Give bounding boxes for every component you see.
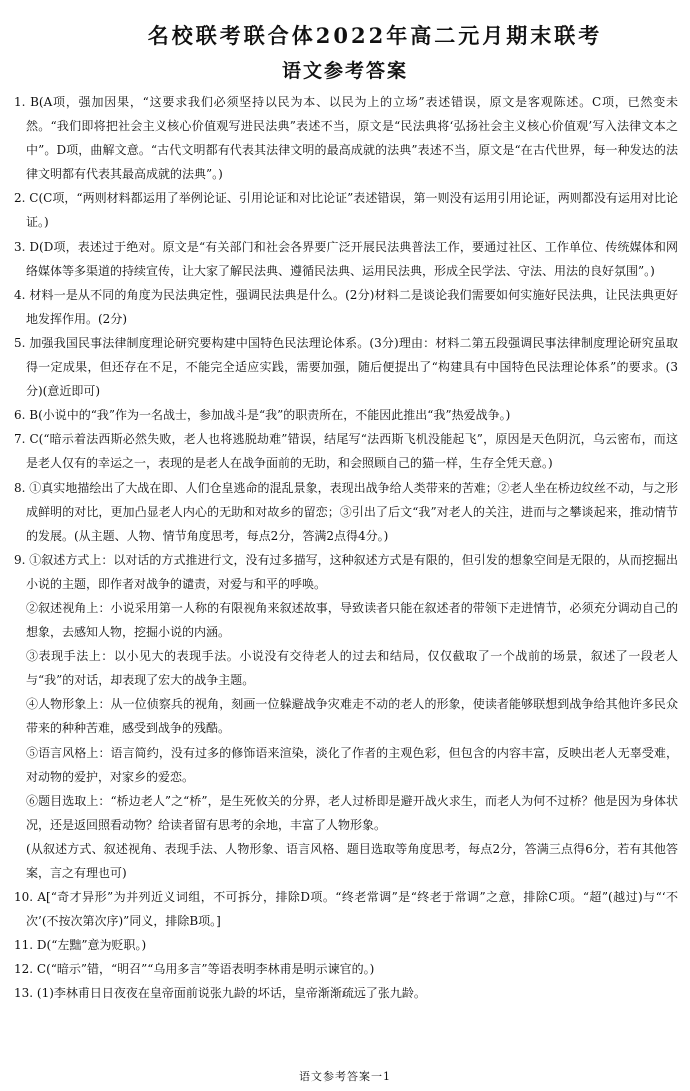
answer-9-point-1: 9. ①叙述方式上：以对话的方式推进行文，没有过多描写，这种叙述方式是有限的，但引发的想象空间是无限的，从而挖掘出小说的主题，即作者对战争的谴责，对爱与和平的呼唤。	[14, 552, 678, 591]
answer-6: 6. B(小说中的“我”作为一名战士，参加战斗是“我”的职责所在，不能因此推出“我”热爱战争。)	[14, 408, 511, 423]
answer-4: 4. 材料一是从不同的角度为民法典定性，强调民法典是什么。(2分)材料二是谈论我们需要如何实施好民法典，让民法典更好地发挥作用。(2分)	[14, 287, 678, 326]
page-title: 名校联考联合体2022年高二元月期末联考	[147, 23, 603, 48]
answer-9-point-3: ③表现手法上：以小见大的表现手法。小说没有交待老人的过去和结局，仅仅截取了一个战前的场景，叙述了一段老人与“我”的对话，却表现了宏大的战争主题。	[26, 649, 678, 688]
answers-body	[14, 90, 678, 1006]
answer-2: 2. C(C项，“两则材料都运用了举例论证、引用论证和对比论证”表述错误，第一则没有运用引用论证，两则都没有运用对比论证。)	[14, 191, 678, 230]
answer-3: 3. D(D项，表述过于绝对。原文是“有关部门和社会各界要广泛开展民法典普法工作，要通过社区、工作单位、传统媒体和网络媒体等多渠道的持续宣传，让大家了解民法典、遵循民法典、运用民法典，形成全民学法、守法、用法的良好氛围”。)	[14, 239, 678, 278]
answer-7: 7. C(“暗示着法西斯必然失败，老人也将逃脱劫难”错误，结尾写“法西斯飞机没能起飞”，原因是天色阴沉，乌云密布，而这是老人仅有的幸运之一，表现的是老人在战争面前的无助，和会照顾自己的猫一样，生存全凭天意。)	[14, 432, 678, 471]
answer-10: 10. A[“奇才异形”为并列近义词组，不可拆分，排除D项。“终老常调”是“终老于常调”之意，排除C项。“超”(越过)与“‘不次’(不按次第次序)”同义，排除B项。]	[14, 890, 678, 929]
answer-11: 11. D(“左黜”意为贬职。)	[14, 938, 147, 953]
answer-8: 8. ①真实地描绘出了大战在即、人们仓皇逃命的混乱景象，表现出战争给人类带来的苦难；②老人坐在桥边纹丝不动，与之形成鲜明的对比，更加凸显老人内心的无助和对故乡的留恋；③引出了后文“我”对老人的关注，进而与之攀谈起来，推动情节的发展。(从主题、人物、情节角度思考，每点2分，答满2点得4分。)	[14, 480, 678, 543]
answer-9-point-4: ④人物形象上：从一位侦察兵的视角，刻画一位躲避战争灾难走不动的老人的形象，使读者能够联想到战争给其他许多民众带来的种种苦难，感受到战争的残酷。	[26, 697, 678, 736]
answer-13: 13. (1)李林甫日日夜夜在皇帝面前说张九龄的坏话，皇帝渐渐疏远了张九龄。	[14, 986, 426, 1001]
answer-5: 5. 加强我国民事法律制度理论研究要构建中国特色民法理论体系。(3分)理由：材料二第五段强调民事法律制度理论研究虽取得一定成果，但还存在不足，不能完全适应实践，需要加强，随后便提出了“构建具有中国特色民法理论体系”的要求。(3分)(意近即可)	[14, 335, 678, 399]
answer-1: 1. B(A项，强加因果，“这要求我们必须坚持以民为本、以民为上的立场”表述错误，原文是客观陈述。C项，已然变未然。“我们即将把社会主义核心价值观写进民法典”表述不当，原文是“民法典将‘弘扬社会主义核心价值观’写入法律文本之中”。D项，曲解文意。“古代文明都有代表其法律文明的最高成就的法典”表述不当，原文是“在古代世界，每一种发达的法律文明都有代表其最高成就的法典”。)	[14, 95, 678, 182]
answer-9-scoring-note: (从叙述方式、叙述视角、表现手法、人物形象、语言风格、题目选取等角度思考，每点2分，答满三点得6分，若有其他答案，言之有理也可)	[26, 841, 678, 880]
answer-12: 12. C(“暗示”错，“明召”“乌用多言”等语表明李林甫是明示谏官的。)	[14, 962, 375, 977]
page-subtitle: 语文参考答案	[281, 60, 408, 82]
page-footer: 语文参考答案一1	[299, 1070, 391, 1083]
answer-9-point-5: ⑤语言风格上：语言简约，没有过多的修饰语来渲染，淡化了作者的主观色彩，但包含的内容丰富，反映出老人无辜受难，对动物的爱护，对家乡的爱恋。	[26, 745, 678, 784]
answer-9-point-2: ②叙述视角上：小说采用第一人称的有限视角来叙述故事，导致读者只能在叙述者的带领下走进情节，必须充分调动自己的想象，去感知人物，挖掘小说的内涵。	[26, 600, 678, 640]
answer-9-point-6: ⑥题目选取上：“桥边老人”之“桥”，是生死攸关的分界，老人过桥即是避开战火求生，而老人为何不过桥？他是因为身体状况，还是返回照看动物？给读者留有思考的余地，丰富了人物形象。	[26, 793, 678, 832]
